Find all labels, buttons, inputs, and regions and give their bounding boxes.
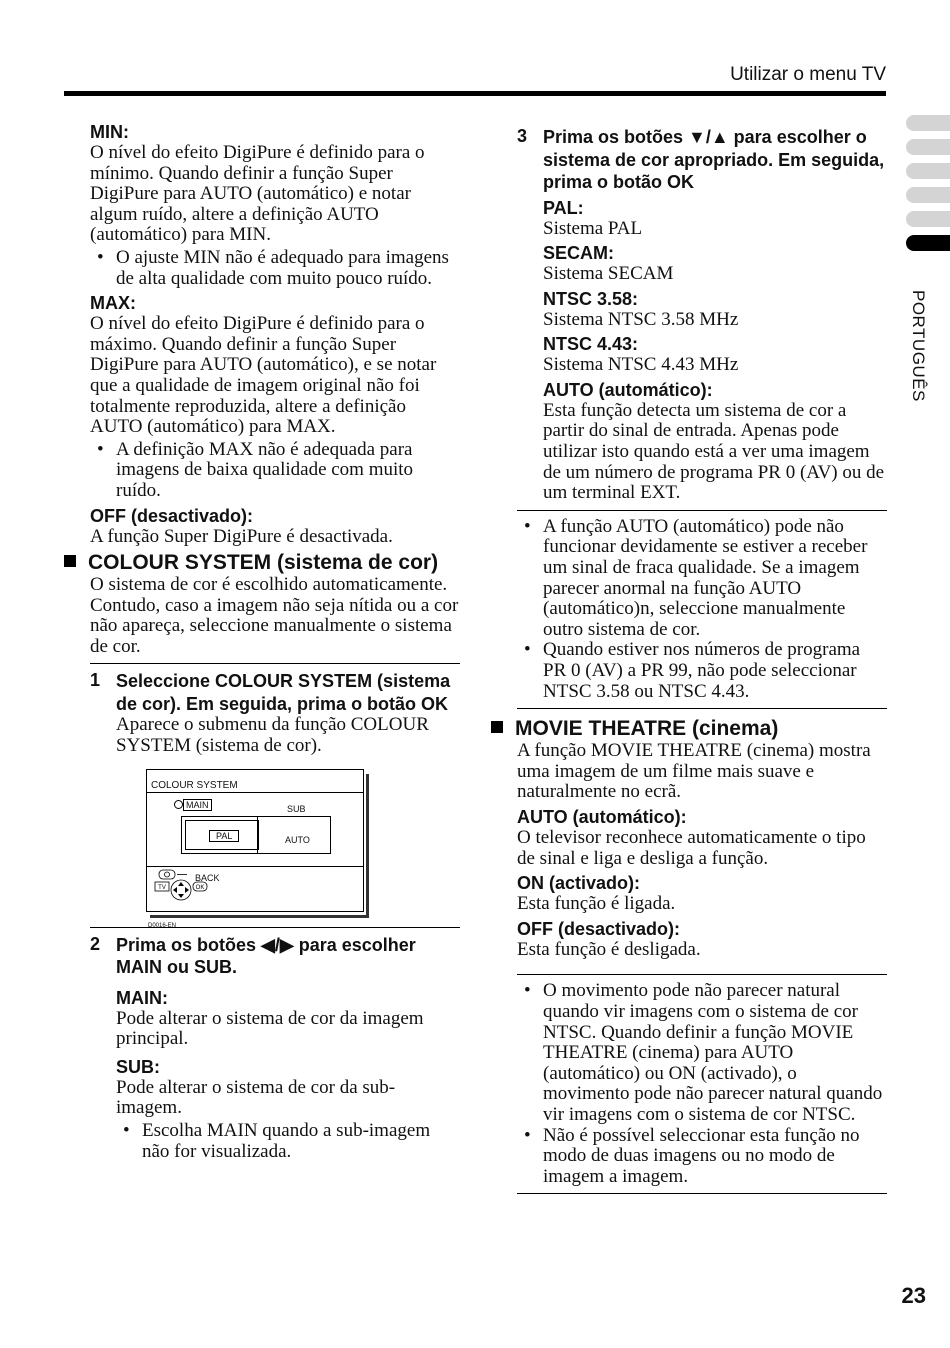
divider [517,974,887,975]
colour-system-heading [64,551,460,575]
movie-theatre-title: MOVIE THEATRE (cinema) [515,717,779,741]
right-column [517,126,887,1200]
note-item: • Não é possível seleccionar esta função no modo de duas imagens ou no modo de imagem a imagem. [517,1126,887,1188]
max-notes [90,440,460,502]
side-tab [906,115,950,131]
page-number: 23 [901,1283,926,1308]
mt-off-label: OFF (desactivado): [517,918,681,939]
main-text: Pode alterar o sistema de cor da imagem principal. [116,1007,424,1050]
main-label: MAIN: [116,987,168,1008]
radio-circle-icon [174,800,183,809]
min-text: O nível do efeito DigiPure é definido para o mínimo. Quando definir a função Super DigiPure para AUTO (automático) e notar algum ruído, altere a definição AUTO (automático) para MIN. [90,142,425,246]
max-label: MAX: [90,293,136,314]
osd-sub: SUB [287,803,306,814]
divider [90,663,460,664]
osd-title: COLOUR SYSTEM [151,779,238,791]
movie-theatre-notes [517,981,887,1187]
osd-divider [257,816,258,854]
ntsc358-label: NTSC 3.58: [543,288,639,309]
divider [517,510,887,511]
mt-auto-label: AUTO (automático): [517,806,687,827]
ntsc358-text: Sistema NTSC 3.58 MHz [543,308,739,330]
pal-text: Sistema PAL [543,217,643,239]
osd-divider [147,866,363,867]
osd-divider [147,792,363,793]
off-label: OFF (desactivado): [90,505,254,526]
ntsc443-text: Sistema NTSC 4.43 MHz [543,354,739,376]
min-notes [90,248,460,289]
auto-label: AUTO (automático): [543,379,713,400]
osd-frame [146,769,364,912]
auto-text: Esta função detecta um sistema de cor a partir do sinal de entrada. Apenas pode utilizar isto quando está a ver uma imagem de um número de programa PR 0 (AV) ou de um terminal EXT. [543,399,885,504]
divider [517,708,887,709]
step-2-instruction: Prima os botões ◀/▶ para escolher MAIN ou SUB. [116,934,416,978]
off-text: A função Super DigiPure é desactivada. [90,525,393,547]
sub-label: SUB: [116,1056,160,1077]
divider [90,927,460,928]
step-1-text: Aparece o submenu da função COLOUR SYSTEM (sistema de cor). [116,714,429,757]
sub-text: Pode alterar o sistema de cor da sub-imagem. [116,1076,396,1119]
side-language-label: PORTUGUÊS [909,290,928,402]
note-item: • A função AUTO (automático) pode não funcionar devidamente se estiver a receber um sinal de fraca qualidade. Se a imagem parecer anormal na função AUTO (automático)n, seleccione manualmente outro sistema de cor. [517,517,887,641]
side-tab [906,163,950,179]
mt-auto-text: O televisor reconhece automaticamente o tipo de sinal e liga e desliga a função. [517,826,866,869]
sub-note: • Escolha MAIN quando a sub-imagem não for visualizada. [116,1121,460,1162]
step-1 [90,670,460,929]
step-1-instruction: Seleccione COLOUR SYSTEM (sistema de cor). Em seguida, prima o botão OK [116,671,451,714]
osd-pal: PAL [209,830,239,842]
max-note: • A definição MAX não é adequada para imagens de baixa qualidade com muito ruído. [90,440,460,502]
side-tab [906,211,950,227]
min-note: • O ajuste MIN não é adequado para imagens de alta qualidade com muito pouco ruído. [90,248,460,289]
side-tab [906,139,950,155]
osd-auto: AUTO [285,834,310,845]
max-text: O nível do efeito DigiPure é definido para o máximo. Quando definir a função Super DigiPure para AUTO (automático), e se notar que a qualidade de imagem original não foi totalmente reproduzida, altere a definição AUTO (automático) para MAX. [90,313,437,438]
osd-tv-label: TV [158,884,166,891]
movie-theatre-heading [491,717,887,741]
osd-code: D0016-EN [148,922,177,929]
step-2 [90,934,460,1163]
colour-system-notes [517,517,887,702]
side-tab [906,187,950,203]
square-bullet-icon [491,721,503,733]
step-3-instruction: Prima os botões ▼/▲ para escolher o sistema de cor apropriado. Em seguida, prima o botão OK [543,127,885,192]
note-item: • O movimento pode não parecer natural quando vir imagens com o sistema de cor NTSC. Quando definir a função MOVIE THEATRE (cinema) para AUTO (automático) ou ON (activado), o movimento pode não parecer natural quando vir imagens com o sistema de cor NTSC. [517,981,887,1125]
step-number: 3 [517,126,528,146]
colour-system-text: O sistema de cor é escolhido automaticamente. Contudo, caso a imagem não seja nítida ou a cor não apareça, seleccione manualmente o sistema de cor. [90,574,459,657]
step-number: 2 [90,933,101,954]
note-item: • Quando estiver nos números de programa PR 0 (AV) a PR 99, não pode seleccionar NTSC 3.58 ou NTSC 4.43. [517,640,887,702]
side-tab-active [906,235,950,251]
step-3 [517,126,887,504]
header-rule [64,91,886,96]
mt-on-label: ON (activado): [517,873,641,894]
mt-on-text: Esta função é ligada. [517,893,676,915]
header-title: Utilizar o menu TV [730,64,886,85]
divider [517,1193,887,1194]
pal-label: PAL: [543,197,584,218]
osd-back: BACK [195,872,220,883]
square-bullet-icon [64,555,76,567]
osd-main: MAIN [183,799,212,811]
left-column [90,118,460,1162]
secam-label: SECAM: [543,243,614,264]
step-number: 1 [90,670,101,691]
ntsc443-label: NTSC 4.43: [543,334,639,355]
mt-off-text: Esta função é desligada. [517,938,701,960]
min-label: MIN: [90,122,129,142]
secam-text: Sistema SECAM [543,263,674,285]
sub-notes [116,1121,460,1162]
movie-theatre-text: A função MOVIE THEATRE (cinema) mostra uma imagem de um filme mais suave e naturalmente no ecrã. [517,740,871,803]
side-tabs [906,115,950,259]
colour-system-title: COLOUR SYSTEM (sistema de cor) [88,551,439,575]
osd-ok-label: OK [195,884,205,891]
colour-system-osd-illustration [146,769,368,929]
